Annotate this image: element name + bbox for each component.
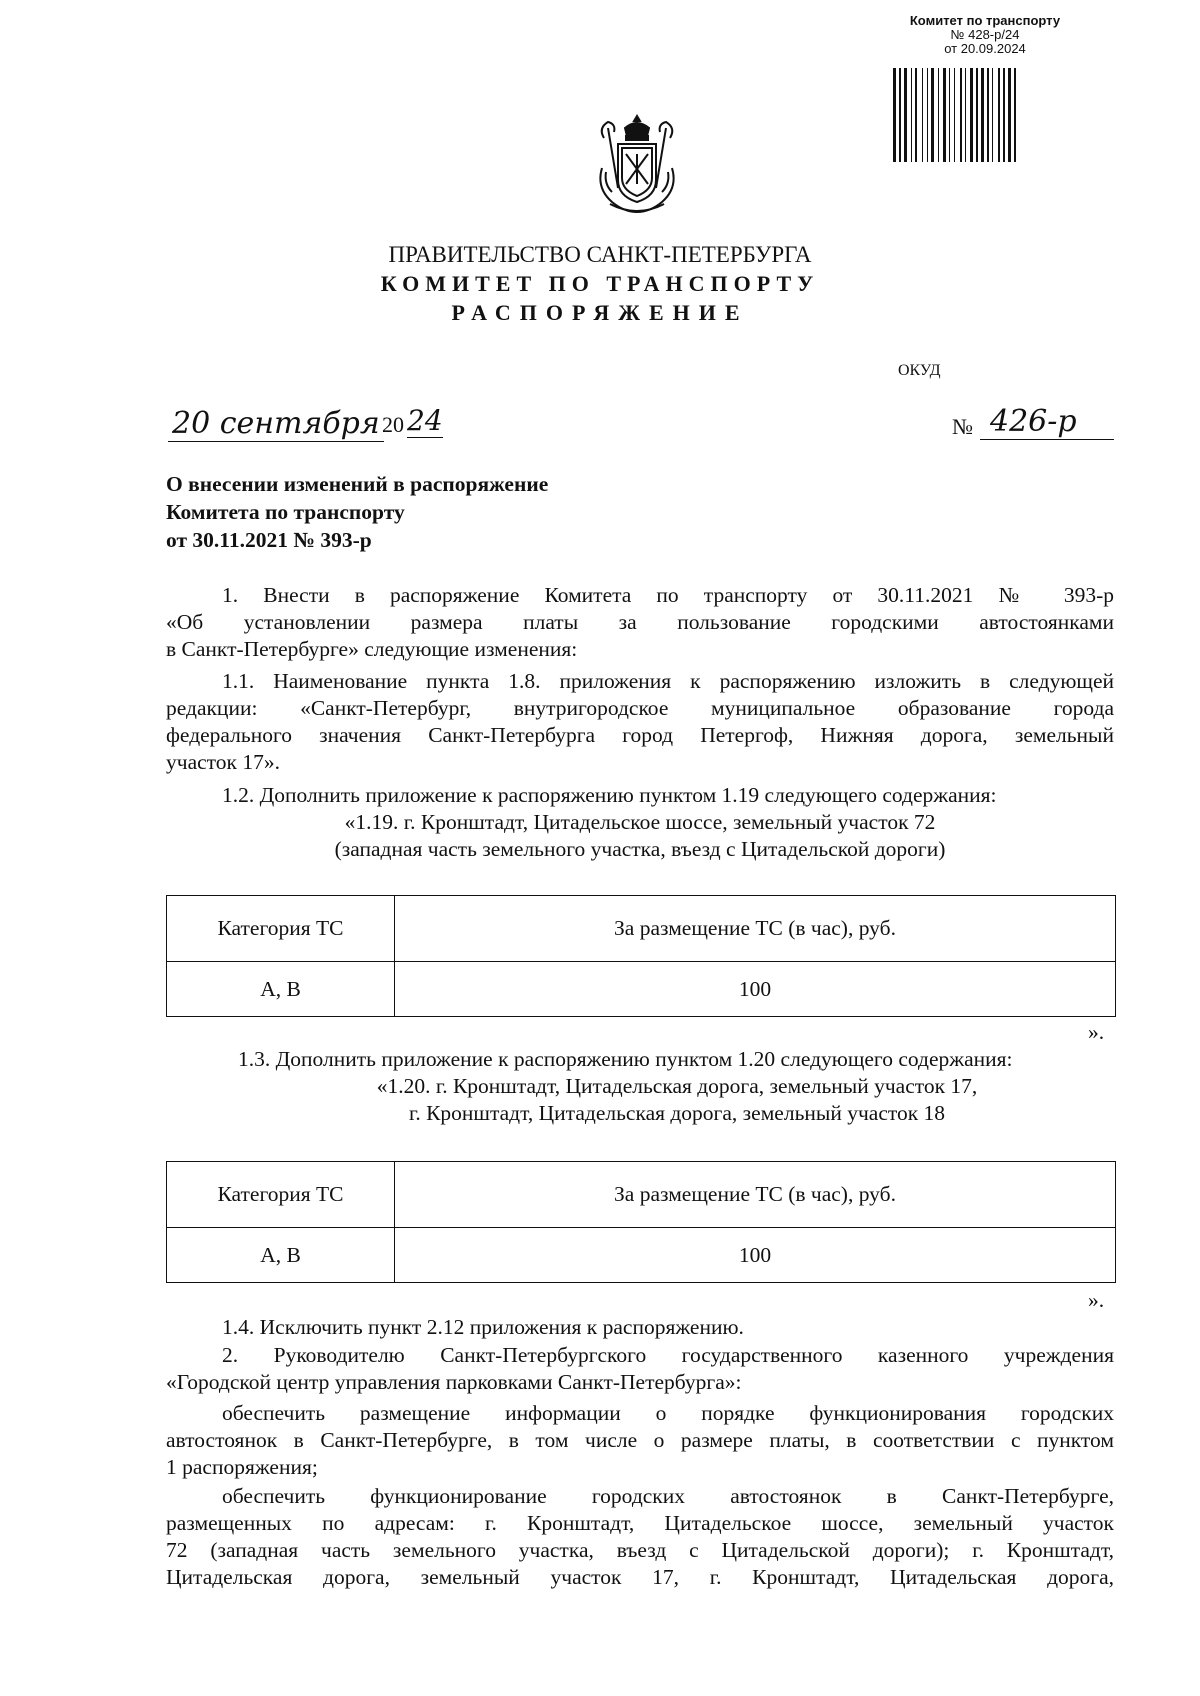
barcode-bar (949, 68, 950, 162)
stamp-reg-date: от 20.09.2024 (944, 41, 1026, 56)
barcode-bar (931, 68, 934, 162)
paragraph-1-2 (166, 782, 1114, 809)
paragraph-line: в Санкт-Петербурге» следующие изменения: (166, 637, 578, 661)
barcode-bar (992, 68, 993, 162)
barcode-bar (899, 68, 901, 162)
item-1-20 (240, 1073, 1114, 1127)
paragraph-1-1 (166, 668, 1114, 776)
barcode-bar (970, 68, 973, 162)
barcode-bar (1003, 68, 1005, 162)
barcode-bar (904, 68, 907, 162)
barcode-bar (960, 68, 962, 162)
paragraph-line: обеспечить размещение информации о порядке функционирования городских (222, 1401, 1114, 1425)
barcode-bar (938, 68, 939, 162)
paragraph-line: 1.1. Наименование пункта 1.8. приложения к распоряжению изложить в следующей (222, 669, 1114, 693)
paragraph-line: «Городской центр управления парковками Санкт-Петербурга»: (166, 1370, 742, 1394)
paragraph-2-item-a (166, 1400, 1114, 1481)
government-heading: ПРАВИТЕЛЬСТВО САНКТ-ПЕТЕРБУРГА (388, 242, 812, 267)
paragraph-line: «Об установлении размера платы за пользование городскими автостоянками (166, 610, 1114, 634)
committee-heading: КОМИТЕТ ПО ТРАНСПОРТУ (380, 271, 820, 296)
paragraph-line: автостоянок в Санкт-Петербурге, в том числе о размере платы, в соответствии с пунктом (166, 1428, 1114, 1452)
item-line: (западная часть земельного участка, въезд с Цитадельской дороги) (334, 837, 946, 861)
barcode-bar (981, 68, 984, 162)
paragraph-line: обеспечить функционирование городских автостоянок в Санкт-Петербурге, (222, 1484, 1114, 1508)
barcode-bar (987, 68, 989, 162)
barcode-bar (927, 68, 928, 162)
date-day-month-handwritten: 20 сентября (168, 406, 384, 442)
table-header-row (167, 896, 1116, 962)
paragraph-line: 72 (западная часть земельного участка, въезд с Цитадельской дороги); г. Кронштадт, (166, 1538, 1114, 1562)
quote-close: ». (1088, 1288, 1105, 1312)
tariff-table-1-19 (166, 895, 1116, 1017)
paragraph-line: участок 17». (166, 750, 280, 774)
title-line: от 30.11.2021 № 393-р (166, 528, 372, 552)
barcode-bar (893, 68, 896, 162)
tariff-table-1-20 (166, 1161, 1116, 1283)
document-type-heading: РАСПОРЯЖЕНИЕ (451, 300, 749, 325)
date-year-handwritten: 24 (407, 404, 443, 437)
item-line: г. Кронштадт, Цитадельская дорога, земельный участок 18 (408, 1101, 946, 1125)
paragraph-1-4 (166, 1314, 1114, 1341)
registration-stamp (880, 14, 1090, 56)
barcode-bar (911, 68, 912, 162)
coat-of-arms-emblem (592, 108, 682, 220)
barcode-bar (1008, 68, 1011, 162)
paragraph-line: размещенных по адресам: г. Кронштадт, Цитадельское шоссе, земельный участок (166, 1511, 1114, 1535)
table-header-category: Категория ТС (167, 896, 395, 962)
table-row (167, 962, 1116, 1017)
table-row (167, 1228, 1116, 1283)
paragraph-line: 1.2. Дополнить приложение к распоряжению пунктом 1.19 следующего содержания: (222, 783, 997, 807)
item-line: «1.19. г. Кронштадт, Цитадельское шоссе, земельный участок 72 (344, 810, 936, 834)
barcode-bar (998, 68, 1000, 162)
quote-close: ». (1088, 1020, 1105, 1044)
table-header-category: Категория ТС (167, 1162, 395, 1228)
stamp-reg-number: № 428-р/24 (950, 27, 1020, 42)
barcode-bar (922, 68, 923, 162)
table-cell-price: 100 (395, 962, 1116, 1017)
document-title (166, 470, 548, 554)
paragraph-2 (166, 1342, 1114, 1396)
stamp-org: Комитет по транспорту (909, 13, 1061, 28)
barcode-bar (976, 68, 978, 162)
paragraph-2-item-b (166, 1483, 1114, 1591)
paragraph-line: 2. Руководителю Санкт-Петербургского государственного казенного учреждения (222, 1343, 1114, 1367)
paragraph-line: редакции: «Санкт-Петербург, внутригородское муниципальное образование города (166, 696, 1114, 720)
table-cell-price: 100 (395, 1228, 1116, 1283)
title-line: Комитета по транспорту (166, 500, 405, 524)
barcode-bar (943, 68, 946, 162)
barcode-bar (1014, 68, 1016, 162)
title-line: О внесении изменений в распоряжение (166, 472, 549, 496)
table-header-price: За размещение ТС (в час), руб. (395, 896, 1116, 962)
paragraph-1-3 (166, 1046, 1114, 1073)
table-cell-category: А, В (167, 962, 395, 1017)
paragraph-1 (166, 582, 1114, 663)
paragraph-line: 1.3. Дополнить приложение к распоряжению пунктом 1.20 следующего содержания: (238, 1047, 1013, 1071)
okud-label: ОКУД (898, 362, 941, 379)
date-year-prefix: 20 (382, 412, 404, 437)
paragraph-line: 1.4. Исключить пункт 2.12 приложения к распоряжению. (222, 1315, 744, 1339)
paragraph-line: федерального значения Санкт-Петербурга город Петергоф, Нижняя дорога, земельный (166, 723, 1114, 747)
paragraph-line: Цитадельская дорога, земельный участок 17, г. Кронштадт, Цитадельская дорога, (166, 1565, 1114, 1589)
barcode-bar (915, 68, 917, 162)
document-number-handwritten: 426-р (980, 404, 1114, 440)
item-line: «1.20. г. Кронштадт, Цитадельская дорога, земельный участок 17, (376, 1074, 978, 1098)
barcode-bar (965, 68, 966, 162)
number-sign: № (952, 414, 973, 439)
table-cell-category: А, В (167, 1228, 395, 1283)
paragraph-line: 1 распоряжения; (166, 1455, 318, 1479)
barcode-bar (954, 68, 955, 162)
item-1-19 (166, 809, 1114, 863)
table-header-row (167, 1162, 1116, 1228)
table-header-price: За размещение ТС (в час), руб. (395, 1162, 1116, 1228)
paragraph-line: 1. Внести в распоряжение Комитета по транспорту от 30.11.2021 № 393-р (222, 583, 1114, 607)
barcode (893, 68, 1083, 162)
